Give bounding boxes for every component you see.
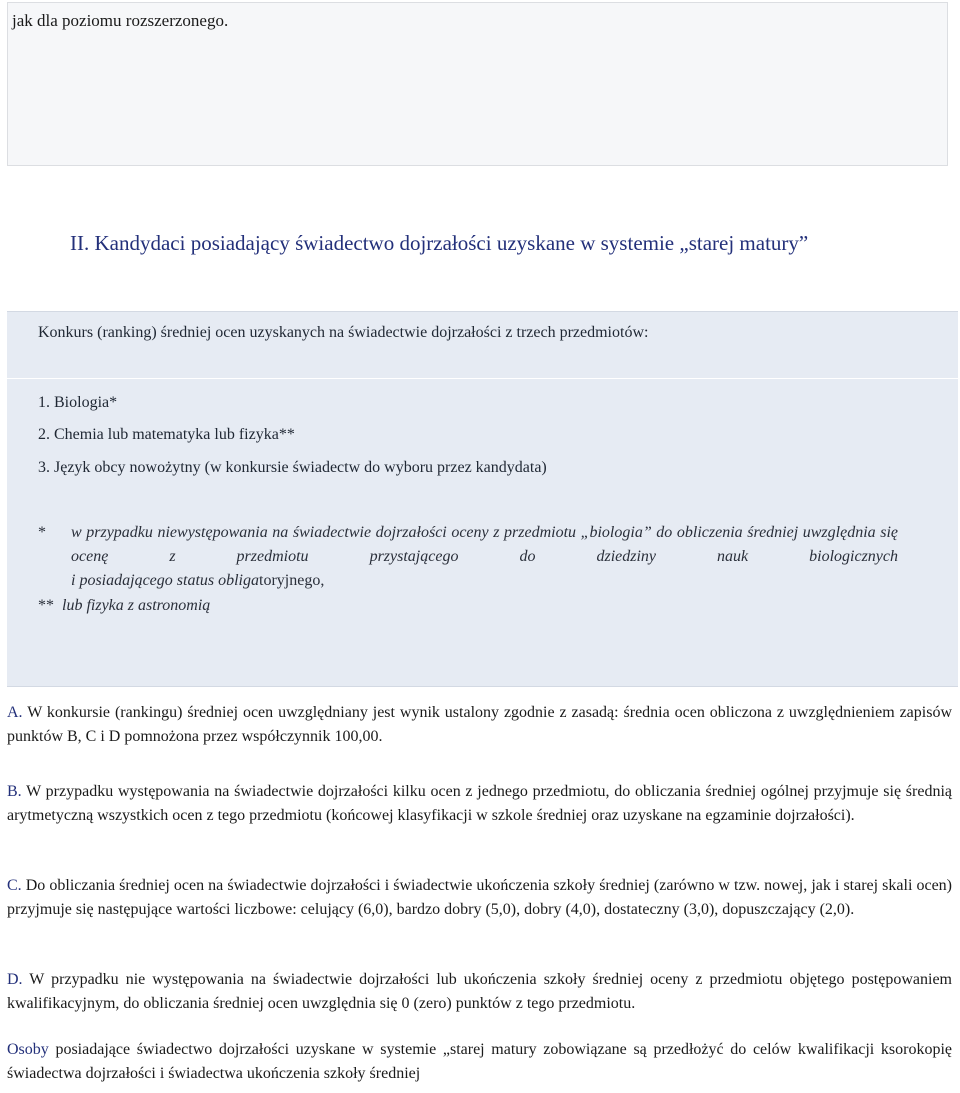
paragraph-d-label: D. [7, 971, 23, 988]
footnote-marker-double: ** [38, 597, 54, 614]
previous-section-text: jak dla poziomu rozszerzonego. [12, 11, 229, 30]
footnote-biology [38, 521, 898, 593]
paragraph-documents [7, 1038, 952, 1086]
footnote-biology-continuation [71, 569, 898, 593]
footnote-physics [38, 597, 210, 615]
paragraph-a [7, 701, 952, 749]
footnote-continuation-italic: i posiadającego status obliga [71, 572, 259, 589]
subject-item-language: 3. Język obcy nowożytny (w konkursie świadectw do wyboru przez kandydata) [38, 459, 547, 476]
paragraph-b [7, 780, 952, 828]
subject-item-chemistry: 2. Chemia lub matematyka lub fizyka** [38, 426, 295, 443]
footnote-marker: * [38, 524, 46, 541]
paragraph-c-text: Do obliczania średniej ocen na świadectwie dojrzałości i świadectwie ukończenia szkoły średniej (zarówno w tzw. nowej, jak i starej skali ocen) przyjmuje się następujące wartości liczbowe: celujący (6,0), bardzo dobry (5,0), dobry (4,0), dostateczny (3,0), dopuszczający (2,0). [7, 877, 952, 918]
paragraph-b-text: W przypadku występowania na świadectwie dojrzałości kilku ocen z jednego przedmiotu, do obliczania średniej ogólnej przyjmuje się średnią arytmetyczną wszystkich ocen z tego przedmiotu (końcowej klasyfikacji w szkole średniej oraz uzyskane na egzaminie dojrzałości). [7, 783, 952, 824]
previous-section-box [7, 2, 948, 166]
paragraph-documents-text: posiadające świadectwo dojrzałości uzyskane w systemie „starej matury zobowiązane są przedłożyć do celów kwalifikacji ksorokopię świadectwa dojrzałości i świadectwa ukończenia szkoły średniej [7, 1041, 952, 1082]
footnote-biology-text: w przypadku niewystępowania na świadectwie dojrzałości oceny z przedmiotu „biologia” do obliczenia średniej uwzględnia się ocenę z przedmiotu przystającego do dziedziny nauk biologicznych [71, 524, 898, 565]
paragraph-c-label: C. [7, 877, 22, 894]
paragraph-d-text: W przypadku nie występowania na świadectwie dojrzałości lub ukończenia szkoły średniej oceny z przedmiotu objętego postępowaniem kwalifikacyjnym, do obliczania średniej ocen uwzględnia się 0 (zero) punktów z tego przedmiotu. [7, 971, 952, 1012]
paragraph-b-label: B. [7, 783, 22, 800]
paragraph-a-label: A. [7, 704, 23, 721]
panel-divider [7, 378, 958, 379]
paragraph-d [7, 968, 952, 1016]
paragraph-a-text: W konkursie (rankingu) średniej ocen uwzględniany jest wynik ustalony zgodnie z zasadą: średnia ocen obliczona z uwzględnieniem zapisów punktów B, C i D pomnożona przez współczynnik 100,00. [7, 704, 952, 745]
paragraph-documents-lead: Osoby [7, 1041, 49, 1058]
paragraph-c [7, 874, 952, 922]
section-heading: II. Kandydaci posiadający świadectwo dojrzałości uzyskane w systemie „starej matury” [70, 231, 809, 255]
subject-item-biology: 1. Biologia* [38, 394, 118, 411]
konkurs-description: Konkurs (ranking) średniej ocen uzyskanych na świadectwie dojrzałości z trzech przedmiotów: [38, 324, 649, 341]
footnote-continuation-upright: toryjnego, [259, 572, 325, 589]
footnote-physics-text: lub fizyka z astronomią [62, 597, 211, 614]
requirements-panel [7, 311, 958, 687]
